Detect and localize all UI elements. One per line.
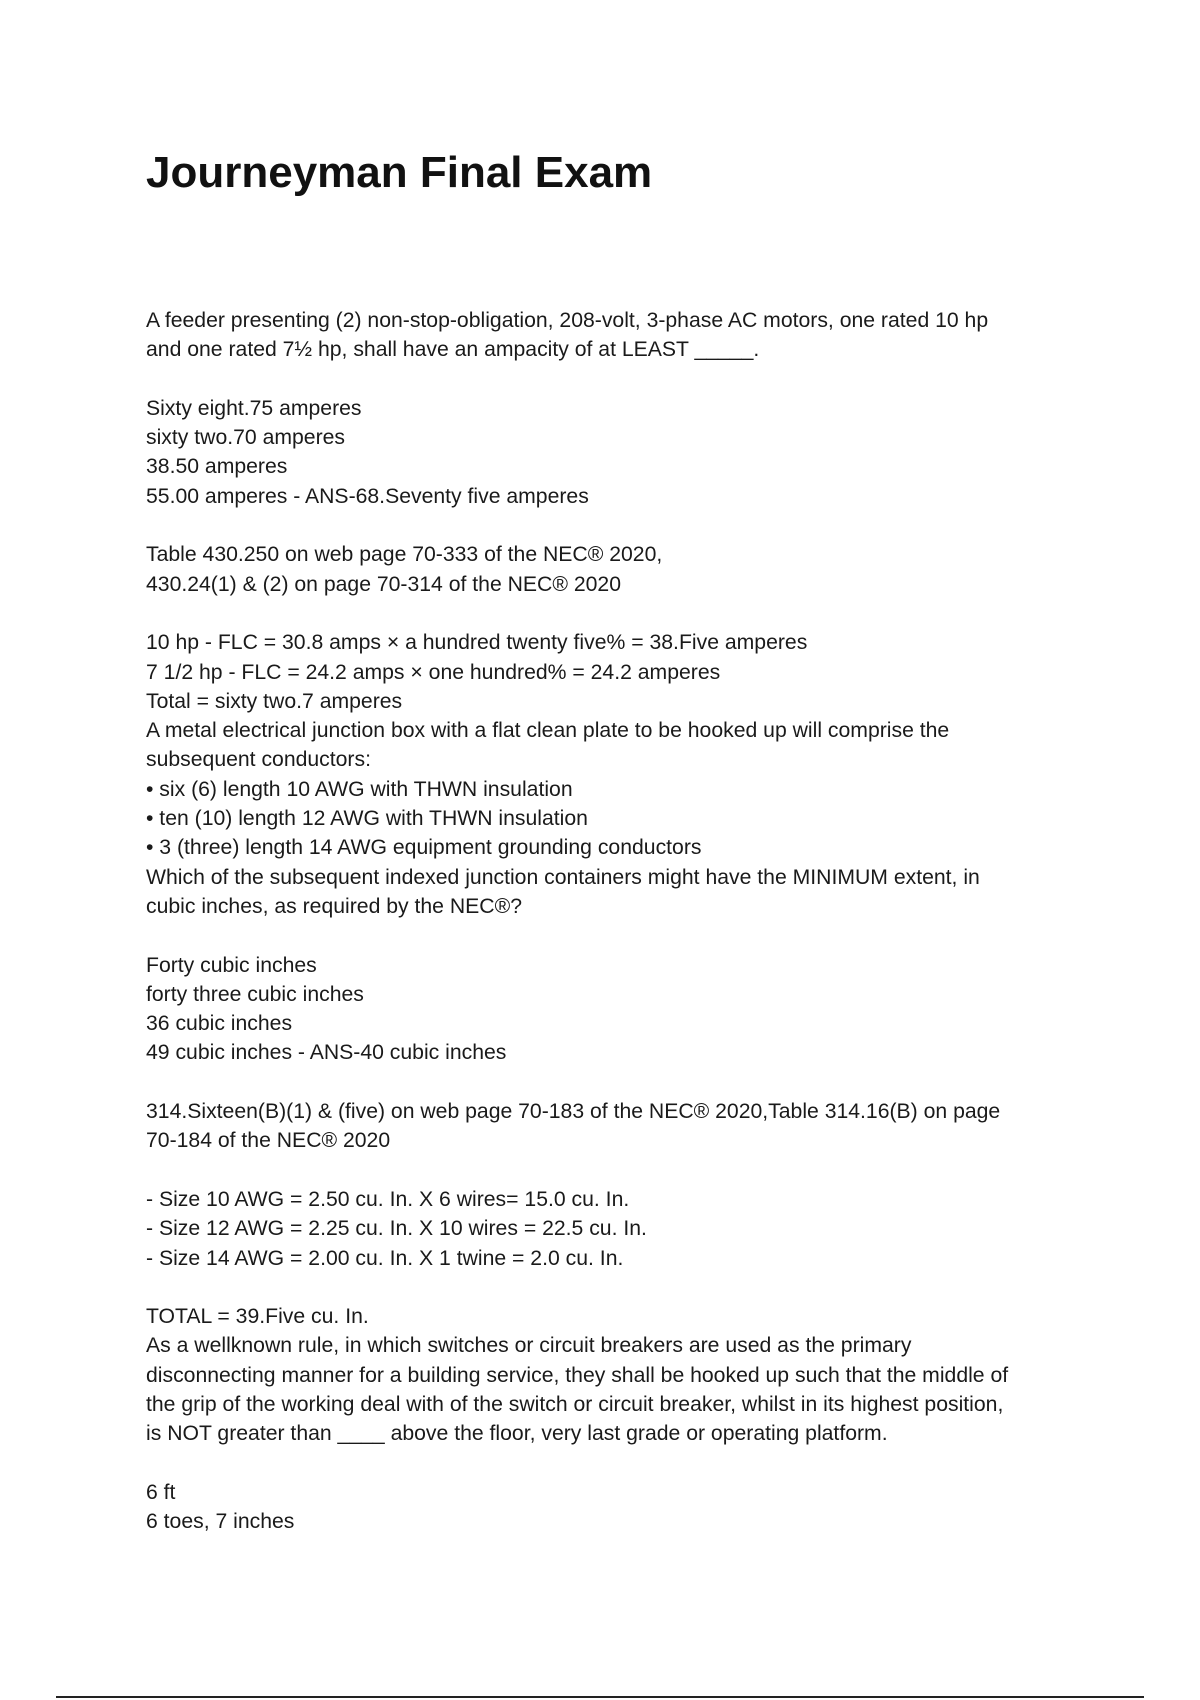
text-line: 70-184 of the NEC® 2020 [146,1129,391,1153]
page-title: Journeyman Final Exam [146,148,653,197]
text-line: Table 430.250 on web page 70-333 of the NEC® 2020, [146,543,663,567]
text-line: 10 hp - FLC = 30.8 amps × a hundred twenty five% = 38.Five amperes [146,631,808,655]
text-line: is NOT greater than ____ above the floor, very last grade or operating platform. [146,1422,888,1446]
text-line: and one rated 7½ hp, shall have an ampacity of at LEAST _____. [146,338,760,362]
text-line: 49 cubic inches - ANS-40 cubic inches [146,1041,507,1065]
text-line: cubic inches, as required by the NEC®? [146,894,522,918]
text-line: 6 toes, 7 inches [146,1510,295,1534]
paragraph-gap [146,1068,1076,1097]
paragraph-gap [146,599,1076,628]
text-line: forty three cubic inches [146,982,364,1006]
text-line: Which of the subsequent indexed junction containers might have the MINIMUM extent, in [146,865,980,889]
text-line: 6 ft [146,1480,176,1504]
text-line: • ten (10) length 12 AWG with THWN insulation [146,807,588,831]
text-line: disconnecting manner for a building service, they shall be hooked up such that the middle of [146,1363,1009,1387]
text-line: As a wellknown rule, in which switches or circuit breakers are used as the primary [146,1334,912,1358]
paragraph-gap [146,1449,1076,1478]
text-line: sixty two.70 amperes [146,426,346,450]
text-line: the grip of the working deal with of the switch or circuit breaker, whilst in its highest position, [146,1392,1004,1416]
text-line: Total = sixty two.7 amperes [146,689,403,713]
text-line: subsequent conductors: [146,748,371,772]
text-line: - Size 10 AWG = 2.50 cu. In. X 6 wires= 15.0 cu. In. [146,1187,630,1211]
paragraph-gap [146,1273,1076,1302]
text-line: • six (6) length 10 AWG with THWN insulation [146,777,573,801]
text-line: 314.Sixteen(B)(1) & (five) on web page 70-183 of the NEC® 2020,Table 314.16(B) on page [146,1100,1001,1124]
text-line: Sixty eight.75 amperes [146,396,362,420]
text-line: 7 1/2 hp - FLC = 24.2 amps × one hundred% = 24.2 amperes [146,660,721,684]
text-line: - Size 14 AWG = 2.00 cu. In. X 1 twine = 2.0 cu. In. [146,1246,624,1270]
text-line: A feeder presenting (2) non-stop-obligation, 208-volt, 3-phase AC motors, one rated 10 hp [146,309,989,332]
paragraph-gap [146,511,1076,540]
text-line: • 3 (three) length 14 AWG equipment grounding conductors [146,836,702,860]
text-line: Forty cubic inches [146,953,317,977]
text-line: - Size 12 AWG = 2.25 cu. In. X 10 wires = 22.5 cu. In. [146,1217,647,1241]
text-line: 55.00 amperes - ANS-68.Seventy five amperes [146,484,589,508]
text-line: A metal electrical junction box with a flat clean plate to be hooked up will comprise the [146,719,950,743]
paragraph-gap [146,365,1076,394]
text-line: 430.24(1) & (2) on page 70-314 of the NEC® 2020 [146,572,621,596]
text-line: 38.50 amperes [146,455,288,479]
paragraph-gap [146,921,1076,950]
paragraph-gap [146,1156,1076,1185]
document-body [146,306,1076,1536]
text-line: TOTAL = 39.Five cu. In. [146,1305,369,1329]
text-line: 36 cubic inches [146,1012,293,1036]
page-footer-divider [56,1696,1144,1698]
